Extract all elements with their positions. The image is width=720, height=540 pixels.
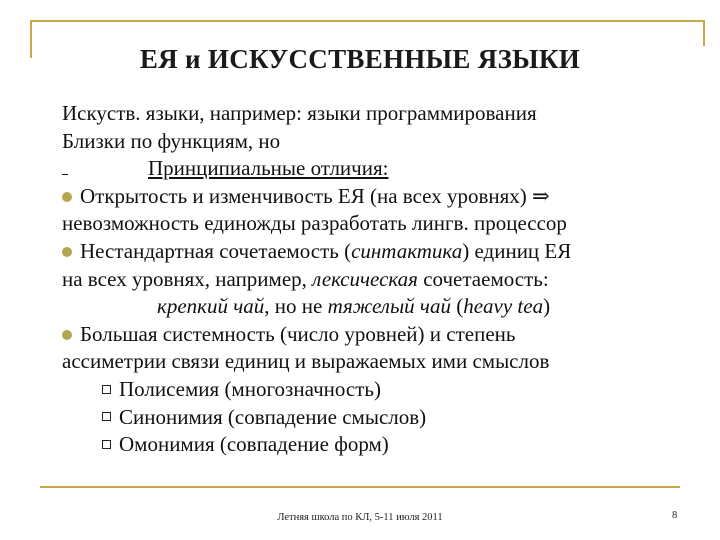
- slide-title: ЕЯ и ИСКУССТВЕННЫЕ ЯЗЫКИ: [139, 44, 581, 74]
- bullet-text: ) единиц ЕЯ: [462, 238, 572, 263]
- sub-bullet-line: [62, 431, 702, 459]
- round-bullet-icon: [62, 330, 72, 340]
- italic-example: heavy tea: [463, 294, 544, 319]
- text-segment: на всех уровнях, например,: [62, 266, 313, 291]
- square-bullet-icon: [102, 412, 111, 421]
- square-bullet-icon: [102, 385, 111, 394]
- italic-example: тяжелый чай: [327, 294, 451, 319]
- bullet-line: [62, 321, 702, 349]
- sub-bullet-line: [62, 404, 702, 432]
- bullet-text: Большая системность (число уровней) и степень: [80, 321, 516, 346]
- sub-bullet-text: Синонимия (совпадение смыслов): [119, 404, 427, 429]
- text-line: Искуств. языки, например: языки программирования: [62, 101, 537, 125]
- italic-term: лексическая: [312, 266, 418, 291]
- text-line: невозможность единожды разработать лингв. процессор: [62, 211, 567, 236]
- slide-footer: Летняя школа по КЛ, 5-11 июля 2011: [277, 512, 443, 523]
- square-bullet-icon: [102, 440, 111, 449]
- frame-line-top: [30, 20, 705, 22]
- round-bullet-icon: [62, 192, 72, 202]
- frame-line-right: [703, 20, 705, 46]
- italic-term: синтактика: [351, 238, 463, 263]
- example-line: [62, 293, 702, 321]
- sub-bullet-line: [62, 376, 702, 404]
- round-bullet-icon: [62, 247, 72, 257]
- italic-example: крепкий чай: [157, 294, 265, 319]
- page-number: 8: [672, 510, 678, 521]
- sub-bullet-text: Омонимия (совпадение форм): [119, 432, 389, 457]
- bullet-line: [62, 183, 702, 211]
- bullet-line: [62, 238, 702, 266]
- bullet-text: Открытость и изменчивость ЕЯ (на всех уровнях) ⇒: [80, 183, 550, 208]
- text-segment: (: [450, 294, 464, 319]
- underline-mark: [62, 174, 68, 175]
- bullet-text: Нестандартная сочетаемость (: [80, 238, 352, 263]
- text-line: [62, 266, 702, 294]
- slide-body: [62, 100, 702, 459]
- text-segment: сочетаемость:: [417, 266, 549, 291]
- text-segment: ): [543, 294, 551, 319]
- subheading-line: [62, 155, 702, 183]
- frame-line-bottom: [40, 486, 680, 488]
- sub-bullet-text: Полисемия (многозначность): [119, 376, 381, 401]
- text-line: ассиметрии связи единиц и выражаемых ими смыслов: [62, 349, 550, 374]
- subheading: Принципиальные отличия:: [148, 156, 389, 181]
- text-line: Близки по функциям, но: [62, 128, 281, 153]
- text-segment: , но не: [264, 294, 328, 319]
